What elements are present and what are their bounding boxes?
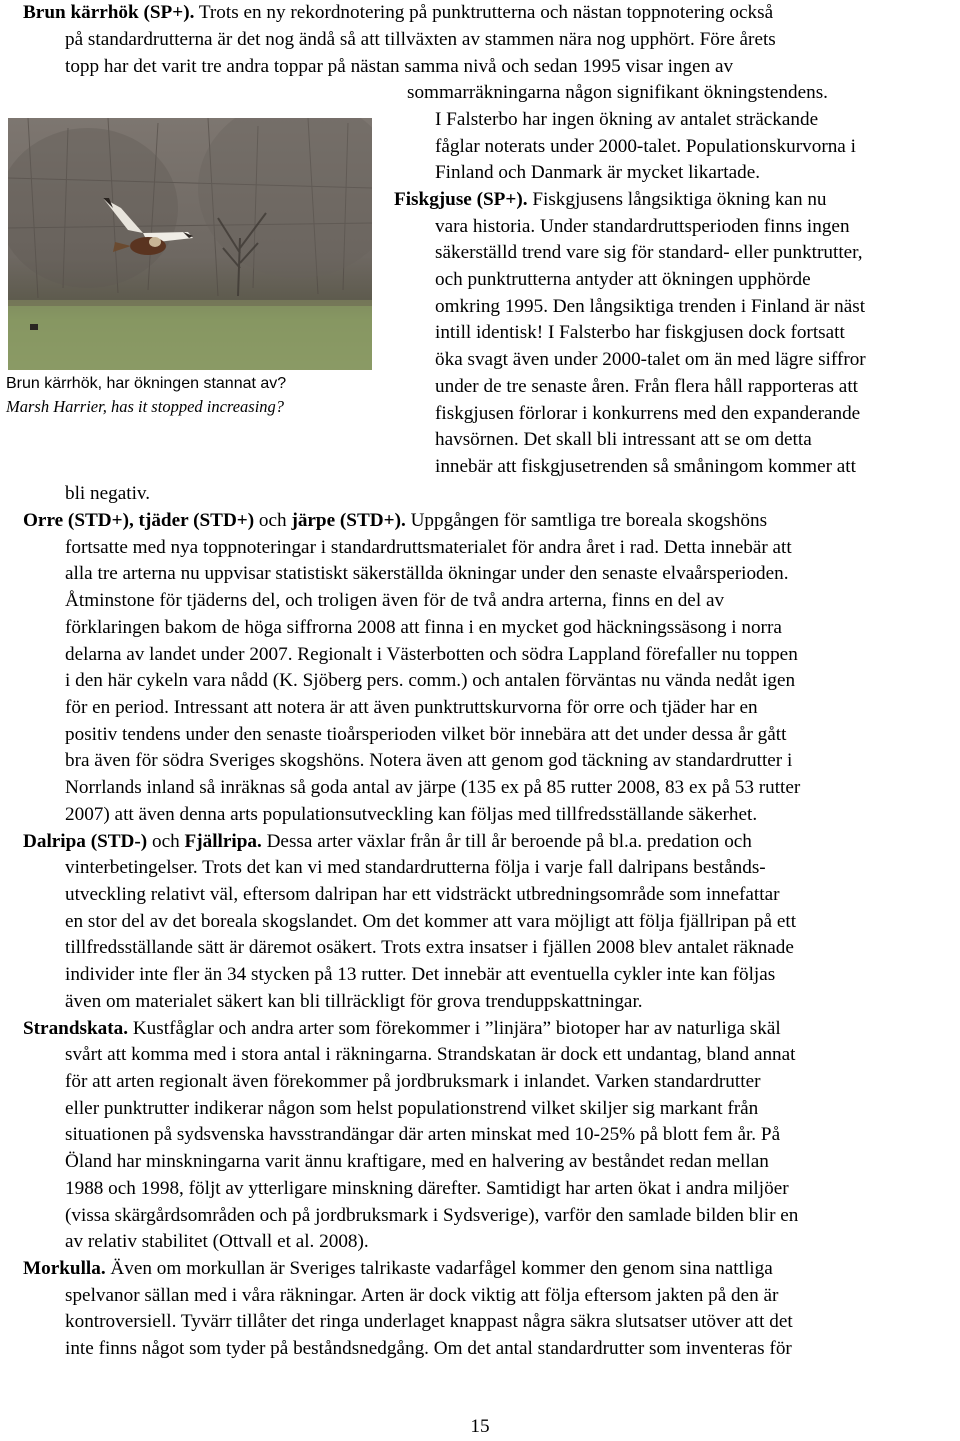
falsterbo-line-2: fåglar noterats under 2000-talet. Populationskurvorna i bbox=[435, 136, 856, 157]
falsterbo-line-3: Finland och Danmark är mycket likartade. bbox=[435, 162, 761, 183]
fiskgjuse-line-3: säkerställd trend vare sig för standard- eller punktrutter, bbox=[435, 242, 863, 263]
photo-caption-swedish: Brun kärrhök, har ökningen stannat av? bbox=[6, 375, 287, 392]
fiskgjuse-line-5: omkring 1995. Den långsiktiga trenden i Finland är näst bbox=[435, 296, 866, 317]
orre-line-1: Orre (STD+), tjäder (STD+) och järpe (STD+). Uppgången för samtliga tre boreala skogshöns bbox=[23, 510, 768, 531]
orre-heading: Orre (STD+), tjäder (STD+) bbox=[23, 510, 255, 531]
fiskgjuse-heading: Fiskgjuse (SP+). bbox=[394, 189, 528, 210]
brun-karrhok-line-3: topp har det varit tre andra toppar på nästan samma nivå och sedan 1995 visar ingen av bbox=[65, 56, 734, 77]
photo-caption-english: Marsh Harrier, has it stopped increasing? bbox=[6, 397, 285, 416]
brun-karrhok-heading: Brun kärrhök (SP+). bbox=[23, 2, 195, 23]
jarpe-heading: järpe (STD+). bbox=[291, 510, 406, 531]
brun-karrhok-line-4: sommarräkningarna någon signifikant ökningstendens. bbox=[407, 82, 828, 103]
morkulla-line-2: spelvanor sällan med i våra räkningar. Arten är dock viktig att följa eftersom jakten på den är bbox=[65, 1285, 779, 1306]
fiskgjuse-line-7: öka svagt även under 2000-talet om än med lägre siffror bbox=[435, 349, 866, 370]
morkulla-line-1: Morkulla. Även om morkullan är Sveriges talrikaste vadarfågel kommer den genom sina nattliga bbox=[23, 1258, 773, 1279]
morkulla-heading: Morkulla. bbox=[23, 1258, 106, 1279]
morkulla-line-3: kontroversiell. Tyvärr tillåter det ringa underlaget knappast några säkra slutsatser utöver att det bbox=[65, 1311, 793, 1332]
strandskata-line-5: situationen på sydsvenska havsstrandängar där arten minskat med 10-25% på blott fem år. På bbox=[65, 1124, 781, 1145]
fjallripa-heading: Fjällripa. bbox=[184, 831, 262, 852]
dalripa-line-1: Dalripa (STD-) och Fjällripa. Dessa arter växlar från år till år beroende på bl.a. predation och bbox=[23, 831, 752, 852]
strandskata-line-2: svårt att komma med i stora antal i räkningarna. Strandskatan är dock ett undantag, bland annat bbox=[65, 1044, 796, 1065]
strandskata-heading: Strandskata. bbox=[23, 1018, 129, 1039]
strandskata-line-4: eller punktrutter indikerar någon som helst populationstrend vilket skiljer sig markant från bbox=[65, 1098, 759, 1119]
dalripa-line-7: även om materialet säkert kan bli tillräckligt för grova trenduppskattningar. bbox=[65, 991, 643, 1012]
fiskgjuse-line-10: havsörnen. Det skall bli intressant att se om detta bbox=[435, 429, 812, 450]
falsterbo-line-1: I Falsterbo har ingen ökning av antalet sträckande bbox=[435, 109, 819, 130]
orre-line-7: i den här cykeln vara nådd (K. Sjöberg pers. comm.) och antalen förväntas nu vända nedåt igen bbox=[65, 670, 796, 691]
orre-line-11: Norrlands inland så inräknas så goda antal av järpe (135 ex på 85 rutter 2008, 83 ex på 53 rutter bbox=[65, 777, 801, 798]
marsh-harrier-photo bbox=[8, 118, 372, 370]
orre-line-12: 2007) att även denna arts populationsutveckling kan följas med tillfredsställande säkerhet. bbox=[65, 804, 758, 825]
strandskata-line-8: (vissa skärgårdsområden och på jordbruksmark i Sydsverige), varför den samlade bilden blir en bbox=[65, 1205, 799, 1226]
orre-line-5: förklaringen bakom de höga siffrorna 2008 att finna i en mycket god häckningssäsong i norra bbox=[65, 617, 782, 638]
fiskgjuse-line-11: innebär att fiskgjusetrenden så småningom kommer att bbox=[435, 456, 856, 477]
orre-line-2: fortsatte med nya toppnoteringar i standardruttsmaterialet för andra året i rad. Detta innebär att bbox=[65, 537, 792, 558]
strandskata-line-6: Öland har minskningarna varit ännu kraftigare, med en halvering av beståndet redan mellan bbox=[65, 1151, 769, 1172]
fiskgjuse-line-2: vara historia. Under standardruttsperioden finns ingen bbox=[435, 216, 850, 237]
fiskgjuse-line-12: bli negativ. bbox=[65, 483, 151, 504]
fiskgjuse-line-9: fiskgjusen förlorar i konkurrens med den expanderande bbox=[435, 403, 861, 424]
dalripa-line-4: en stor del av det boreala skogslandet. Om det kommer att vara möjligt att följa fjällripan på ett bbox=[65, 911, 797, 932]
strandskata-line-7: 1988 och 1998, följt av ytterligare minskning därefter. Samtidigt har arten ökat i andra miljöer bbox=[65, 1178, 789, 1199]
dalripa-line-2: vinterbetingelser. Trots det kan vi med standardrutterna följa i varje fall dalripans bestånds- bbox=[65, 857, 766, 878]
strandskata-line-3: för att arten regionalt även förekommer på jordbruksmark i inlandet. Varken standardrutter bbox=[65, 1071, 761, 1092]
orre-line-10: bra även för södra Sveriges skogshöns. Notera även att genom god täckning av standardrutter i bbox=[65, 750, 793, 771]
fiskgjuse-line-6: intill identisk! I Falsterbo har fiskgjusen dock fortsatt bbox=[435, 322, 845, 343]
dalripa-line-3: utveckling relativt väl, eftersom dalripan har ett vidsträckt utbredningsområde som innefattar bbox=[65, 884, 780, 905]
orre-line-4: Åtminstone för tjäderns del, och troligen även för de två andra arterna, finns en del av bbox=[65, 590, 725, 611]
fiskgjuse-line-8: under de tre senaste åren. Från flera håll rapporteras att bbox=[435, 376, 858, 397]
strandskata-line-9: av relativ stabilitet (Ottvall et al. 2008). bbox=[65, 1231, 369, 1252]
brun-karrhok-line-1: Brun kärrhök (SP+). Trots en ny rekordnotering på punktrutterna och nästan toppnotering också bbox=[23, 2, 774, 23]
morkulla-line-4: inte finns något som tyder på beståndsnedgång. Om det antal standardrutter som inventeras för bbox=[65, 1338, 792, 1359]
page-number: 15 bbox=[470, 1416, 490, 1437]
marsh-harrier-image bbox=[8, 118, 372, 370]
strandskata-line-1: Strandskata. Kustfåglar och andra arter som förekommer i ”linjära” biotoper har av naturliga skäl bbox=[23, 1018, 781, 1039]
fiskgjuse-line-4: och punktrutterna antyder att ökningen upphörde bbox=[435, 269, 811, 290]
dalripa-line-6: individer inte fler än 34 stycken på 13 rutter. Det innebär att eventuella cykler inte kan följas bbox=[65, 964, 776, 985]
orre-line-3: alla tre arterna nu uppvisar statistiskt säkerställda ökningar under den senaste elvaårsperioden. bbox=[65, 563, 789, 584]
dalripa-heading: Dalripa (STD-) bbox=[23, 831, 148, 852]
orre-line-9: positiv tendens under den senaste tioårsperioden vilket bör innebära att det under dessa år gått bbox=[65, 724, 787, 745]
dalripa-line-5: tillfredsställande sätt är däremot osäkert. Trots extra insatser i fjällen 2008 blev antalet räknade bbox=[65, 937, 794, 958]
orre-line-8: för en period. Intressant att notera är att även punktruttskurvorna för orre och tjäder har en bbox=[65, 697, 758, 718]
orre-line-6: delarna av landet under 2007. Regionalt i Västerbotten och södra Lappland förefaller nu toppen bbox=[65, 644, 798, 665]
brun-karrhok-line-2: på standardrutterna är det nog ändå så att tillväxten av stammen nära nog upphört. Före årets bbox=[65, 29, 776, 50]
fiskgjuse-line-1: Fiskgjuse (SP+). Fiskgjusens långsiktiga ökning kan nu bbox=[394, 189, 827, 210]
